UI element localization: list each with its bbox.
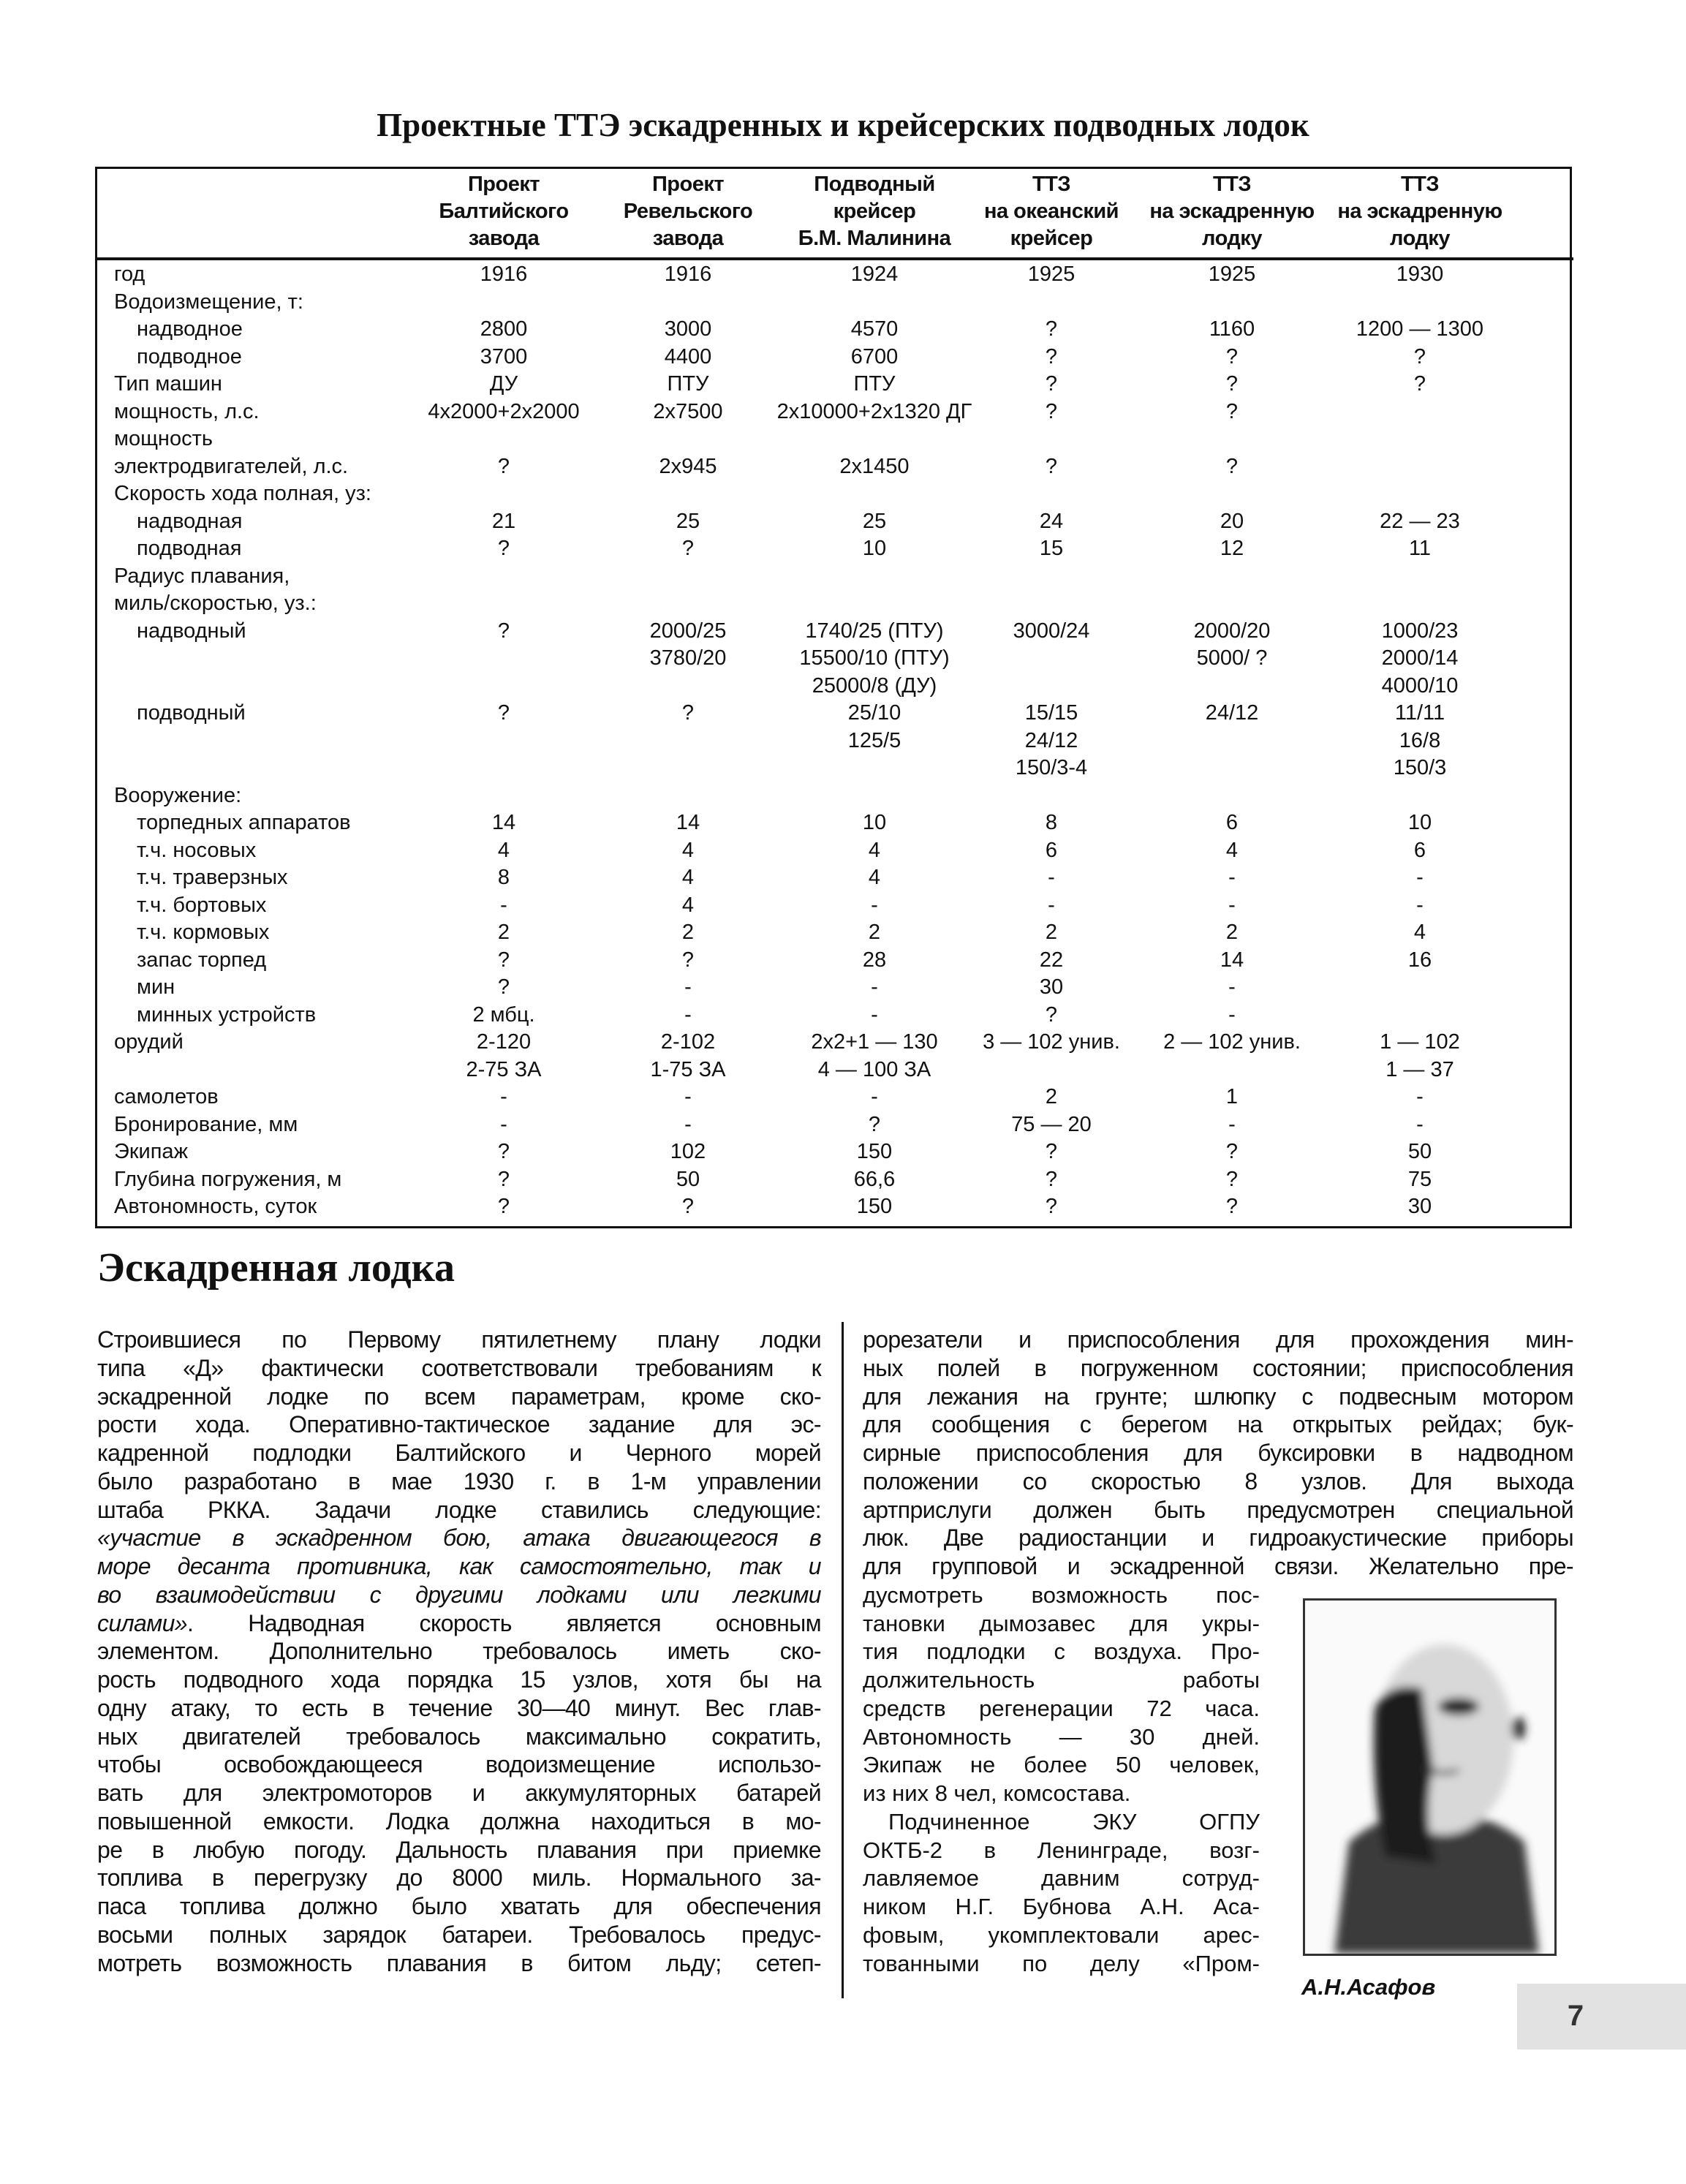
table-row — [0, 618, 1686, 645]
table-cell: 1000/23 — [1381, 619, 1459, 643]
table-cell: ? — [497, 454, 510, 478]
text-line: лавляемое давним сотруд- — [863, 1865, 1260, 1892]
text-line: восьми полных зарядок батареи. Требовалось предус- — [97, 1921, 821, 1948]
table-cell: 4 — [681, 838, 695, 862]
text-line: штаба РККА. Задачи лодке ставились следующие: — [97, 1496, 821, 1523]
row-label: Скорость хода полная, уз: — [114, 482, 371, 505]
quote-text: силами» — [97, 1609, 187, 1636]
text-line: средств регенерации 72 часа. — [863, 1695, 1260, 1721]
table-cell: 50 — [676, 1167, 700, 1191]
text-line: ником Н.Г. Бубнова А.Н. Аса- — [863, 1894, 1260, 1919]
row-label: надводный — [137, 619, 246, 643]
text-line: эскадренной лодке по всем параметрам, кроме ско- — [97, 1383, 821, 1410]
column-header: лодку — [1390, 227, 1450, 250]
table-cell: 1740/25 (ПТУ) — [805, 619, 944, 643]
row-label: орудий — [114, 1030, 184, 1054]
table-row — [0, 1002, 1686, 1029]
table-cell: 6700 — [850, 344, 899, 369]
table-cell: ? — [1045, 344, 1058, 369]
table-cell: 2 — 102 унив. — [1163, 1030, 1301, 1054]
table-cell: 25 — [676, 509, 700, 533]
column-header: завода — [652, 227, 724, 250]
table-cell: 24 — [1039, 509, 1064, 533]
table-cell: - — [684, 1112, 692, 1136]
table-row — [0, 947, 1686, 974]
text-line: для лежания на грунте; шлюпку с подвесным мотором — [863, 1383, 1573, 1410]
table-cell: ? — [1045, 1195, 1058, 1218]
text-line: Подчиненное ЭКУ ОГПУ — [888, 1808, 1260, 1835]
table-cell: 2 — [868, 921, 881, 944]
table-cell: - — [1416, 893, 1424, 917]
table-cell: ? — [497, 619, 510, 643]
table-cell: ? — [1225, 1195, 1239, 1218]
table-cell: 25/10 — [847, 701, 901, 725]
table-cell: 16 — [1407, 948, 1432, 972]
table-cell: ? — [497, 701, 510, 725]
table-cell: - — [500, 1085, 507, 1108]
table-cell: ? — [1225, 1167, 1239, 1191]
table-cell: 150/3-4 — [1015, 756, 1088, 779]
column-header: крейсер — [1010, 227, 1093, 250]
table-cell: - — [500, 1112, 507, 1136]
table-cell: 4 — [681, 893, 695, 917]
text-line: тановки дымозавес для укры- — [863, 1610, 1260, 1636]
table-cell: 1930 — [1396, 262, 1444, 286]
table-cell: 3 — 102 унив. — [983, 1030, 1120, 1054]
text-line: кадренной подлодки Балтийского и Черного морей — [97, 1440, 821, 1466]
column-header: Проект — [467, 173, 540, 196]
table-row — [0, 673, 1686, 700]
photo-caption: А.Н.Асафов — [1301, 1974, 1436, 2000]
row-label: подводная — [137, 537, 242, 560]
table-cell: 1200 — 1300 — [1356, 317, 1484, 341]
table-row — [0, 261, 1686, 288]
row-label: миль/скоростью, уз.: — [114, 592, 317, 615]
table-cell: 2800 — [480, 317, 528, 341]
column-header: завода — [468, 227, 540, 250]
table-row — [0, 316, 1686, 343]
table-row — [0, 1057, 1686, 1084]
table-cell: 5000/ ? — [1196, 646, 1268, 670]
table-cell: ? — [681, 701, 695, 725]
table-row — [0, 453, 1686, 480]
text-line: ных двигателей требовалось максимально сократить, — [97, 1723, 821, 1750]
table-row — [0, 508, 1686, 535]
table-cell: 25 — [862, 509, 887, 533]
table-cell: ? — [1225, 1140, 1239, 1163]
column-header: Подводный — [814, 173, 935, 196]
row-label: минных устройств — [137, 1002, 317, 1027]
row-label: мощность, л.с. — [114, 399, 260, 423]
table-row — [0, 809, 1686, 836]
table-cell: 3000 — [664, 317, 712, 341]
column-header: на эскадренную — [1149, 200, 1315, 223]
table-cell: 4000/10 — [1381, 673, 1459, 698]
column-header: лодку — [1202, 227, 1262, 250]
text-segment: . Надводная скорость является основным — [186, 1609, 821, 1636]
text-line: ОКТБ-2 в Ленинграде, возг- — [863, 1837, 1260, 1863]
table-cell: 1 — 102 — [1380, 1030, 1460, 1054]
table-cell: 4 — [497, 838, 510, 862]
portrait-photo — [1303, 1598, 1557, 1956]
table-cell: ? — [1045, 1002, 1058, 1027]
table-cell: ? — [1045, 399, 1058, 423]
table-cell: 2 — [1225, 921, 1239, 944]
section-heading: Эскадренная лодка — [97, 1245, 455, 1291]
text-line: люк. Две радиостанции и гидроакустические приборы — [863, 1524, 1573, 1552]
table-cell: 1 — 37 — [1386, 1057, 1454, 1081]
table-cell: ? — [681, 537, 695, 560]
table-cell: ? — [497, 1140, 510, 1163]
table-cell: 4 — [681, 866, 695, 889]
table-cell: 4 — [1225, 838, 1239, 862]
table-cell: 4 — [868, 838, 881, 862]
row-label: Экипаж — [114, 1140, 188, 1163]
table-cell: - — [1228, 975, 1236, 999]
row-label: т.ч. кормовых — [137, 921, 270, 944]
table-cell: - — [1228, 1002, 1236, 1027]
row-label: надводное — [137, 317, 243, 341]
table-cell: 15500/10 (ПТУ) — [799, 646, 950, 670]
table-cell: 16/8 — [1399, 728, 1441, 752]
text-line: Экипаж не более 50 человек, — [863, 1752, 1260, 1778]
table-cell: 3000/24 — [1013, 619, 1090, 643]
column-header: крейсер — [833, 200, 916, 223]
table-row — [0, 974, 1686, 1001]
table-cell: 14 — [491, 811, 516, 834]
row-label: мин — [137, 975, 175, 999]
row-label: мощность — [114, 427, 213, 450]
text-line: повышенной емкости. Лодка должна находиться в мо- — [97, 1807, 821, 1835]
table-cell: 1916 — [480, 262, 528, 286]
table-row — [0, 837, 1686, 864]
table-cell: 6 — [1413, 838, 1426, 862]
table-cell: 2 мбц. — [472, 1002, 535, 1027]
table-row — [0, 1166, 1686, 1193]
table-cell: 10 — [1407, 811, 1432, 834]
text-line — [97, 1609, 821, 1638]
table-cell: 1-75 ЗА — [650, 1057, 726, 1081]
table-cell: 30 — [1039, 975, 1064, 999]
table-cell: 2 — [497, 921, 510, 944]
column-header: Проект — [651, 173, 725, 196]
table-cell: - — [1416, 866, 1424, 889]
table-cell: 75 — [1407, 1167, 1432, 1191]
row-label: Вооружение: — [114, 783, 242, 807]
text-line: одну атаку, то есть в течение 30—40 минут. Вес глав- — [97, 1694, 821, 1721]
text-line: для групповой и эскадренной связи. Желательно пре- — [863, 1553, 1573, 1579]
table-cell: ? — [497, 1195, 510, 1218]
table-cell: 6 — [1225, 811, 1239, 834]
table-cell: 1916 — [664, 262, 712, 286]
page-number-box — [1517, 1984, 1686, 2049]
table-row — [0, 700, 1686, 727]
table-cell: - — [1416, 1085, 1424, 1108]
table-row — [0, 289, 1686, 316]
table-cell: - — [684, 975, 692, 999]
table-cell: 2 — [1045, 1085, 1058, 1108]
table-cell: 14 — [1220, 948, 1244, 972]
table-cell: - — [500, 893, 507, 917]
text-line: рорезатели и приспособления для прохождения мин- — [863, 1326, 1573, 1353]
table-cell: 14 — [676, 811, 700, 834]
table-cell: 12 — [1220, 537, 1244, 560]
column-header: ТТЗ — [1400, 173, 1440, 196]
row-label: подводный — [137, 701, 246, 725]
text-line: тованными по делу «Пром- — [863, 1950, 1260, 1976]
row-label: Тип машин — [114, 372, 222, 396]
column-header: Б.М. Малинина — [798, 227, 951, 250]
table-cell: 1924 — [850, 262, 899, 286]
text-line: Строившиеся по Первому пятилетнему плану лодки — [97, 1326, 821, 1353]
table-cell: 10 — [862, 537, 887, 560]
table-cell: ? — [1225, 399, 1239, 423]
table-cell: 50 — [1407, 1140, 1432, 1163]
row-label: электродвигателей, л.с. — [114, 454, 349, 478]
table-cell: 30 — [1407, 1195, 1432, 1218]
text-line: типа «Д» фактически соответствовали требованиям к — [97, 1354, 821, 1381]
text-line: Автономность — 30 дней. — [863, 1723, 1260, 1750]
row-label: т.ч. траверзных — [137, 866, 288, 889]
table-cell: 2-102 — [660, 1030, 716, 1054]
text-line: должительность работы — [863, 1667, 1260, 1693]
text-line: мотреть возможность плавания в битом льду; сетеп- — [97, 1949, 821, 1976]
table-cell: 102 — [670, 1140, 706, 1163]
text-line: рости хода. Оперативно-тактическое задание для эс- — [97, 1411, 821, 1438]
row-label: надводная — [137, 509, 243, 533]
text-line: ре в любую погоду. Дальность плавания при приемке — [97, 1836, 821, 1863]
column-divider — [842, 1322, 844, 1998]
column-header: Ревельского — [623, 200, 753, 223]
text-line: положении со скоростью 8 узлов. Для выхода — [863, 1467, 1573, 1495]
text-line: «участие в эскадренном бою, атака двигающегося в — [97, 1524, 821, 1552]
table-cell: ? — [497, 537, 510, 560]
row-label: Автономность, суток — [114, 1195, 317, 1218]
text-line: рость подводного хода порядка 15 узлов, хотя бы на — [97, 1666, 821, 1693]
table-cell: 11 — [1408, 537, 1432, 560]
table-cell: - — [1228, 1112, 1236, 1136]
table-cell: ? — [1413, 344, 1426, 369]
table-cell: 6 — [1045, 838, 1058, 862]
row-label: Водоизмещение, т: — [114, 290, 303, 314]
row-label: Глубина погружения, м — [114, 1167, 342, 1191]
table-row — [0, 371, 1686, 398]
table-cell: 1160 — [1209, 317, 1255, 341]
text-line: чтобы освобождающееся водоизмещение использо- — [97, 1751, 821, 1778]
table-cell: 2x945 — [659, 454, 717, 478]
table-cell: 2-75 ЗА — [466, 1057, 542, 1081]
table-cell: 20 — [1220, 509, 1244, 533]
table-row — [0, 892, 1686, 919]
table-cell: ? — [1225, 372, 1239, 396]
portrait-image-icon — [1305, 1601, 1554, 1954]
page-number: 7 — [1567, 2000, 1584, 2032]
table-row — [0, 1111, 1686, 1138]
table-cell: 150 — [856, 1140, 893, 1163]
table-cell: 4 — [1413, 921, 1426, 944]
table-cell: ПТУ — [667, 372, 709, 396]
table-cell: - — [1048, 893, 1055, 917]
table-cell: 1925 — [1208, 262, 1256, 286]
column-header: Балтийского — [439, 200, 569, 223]
table-cell: 15 — [1039, 537, 1064, 560]
text-line: паса топлива должно было хватать для обеспечения — [97, 1893, 821, 1919]
column-header: на эскадренную — [1337, 200, 1502, 223]
table-row — [0, 480, 1686, 507]
row-label: т.ч. бортовых — [137, 893, 267, 917]
table-cell: 4 — [868, 866, 881, 889]
table-row — [0, 398, 1686, 426]
table-cell: - — [684, 1085, 692, 1108]
table-cell: 3780/20 — [649, 646, 727, 670]
table-cell: ? — [1045, 454, 1058, 478]
table-header-divider — [95, 257, 1573, 260]
column-header: ТТЗ — [1212, 173, 1252, 196]
row-label: Радиус плавания, — [114, 564, 290, 588]
text-line: для сообщения с берегом на открытых рейдах; бук- — [863, 1411, 1573, 1438]
table-cell: 2-120 — [476, 1030, 532, 1054]
table-row — [0, 426, 1686, 453]
table-cell: ? — [1225, 454, 1239, 478]
table-cell: ? — [1045, 372, 1058, 396]
table-cell: - — [871, 1002, 878, 1027]
table-cell: 150/3 — [1393, 756, 1447, 779]
table-cell: ? — [497, 948, 510, 972]
table-cell: 1925 — [1027, 262, 1076, 286]
row-label: т.ч. носовых — [137, 838, 257, 862]
table-cell: ПТУ — [853, 372, 896, 396]
table-cell: ? — [1045, 1140, 1058, 1163]
table-row — [0, 590, 1686, 617]
table-cell: 2x2+1 — 130 — [811, 1030, 938, 1054]
table-row — [0, 1193, 1686, 1220]
table-cell: 4570 — [850, 317, 899, 341]
table-cell: ? — [868, 1112, 881, 1136]
table-cell: ? — [681, 948, 695, 972]
table-cell: 2000/14 — [1381, 646, 1459, 670]
row-label: подводное — [137, 344, 242, 369]
table-cell: 3700 — [480, 344, 528, 369]
table-row — [0, 728, 1686, 755]
text-line: вать для электромоторов и аккумуляторных батарей — [97, 1780, 821, 1806]
table-cell: ? — [1225, 344, 1239, 369]
table-cell: ? — [497, 975, 510, 999]
row-label: запас торпед — [137, 948, 267, 972]
table-row — [0, 1138, 1686, 1165]
row-label: самолетов — [114, 1085, 219, 1108]
table-cell: 4 — 100 ЗА — [817, 1057, 931, 1081]
table-cell: 8 — [497, 866, 510, 889]
table-cell: - — [684, 1002, 692, 1027]
table-cell: 75 — 20 — [1011, 1112, 1092, 1136]
table-row — [0, 919, 1686, 946]
table-cell: 15/15 — [1024, 701, 1078, 725]
text-line: фовым, укомплектовали арес- — [863, 1922, 1260, 1948]
table-cell: - — [1228, 866, 1236, 889]
row-label: торпедных аппаратов — [137, 811, 351, 834]
text-line: было разработано в мае 1930 г. в 1-м управлении — [97, 1467, 821, 1495]
text-line: ных полей в погруженном состоянии; приспособления — [863, 1354, 1573, 1381]
table-cell: ? — [1045, 317, 1058, 341]
table-cell: - — [1048, 866, 1055, 889]
table-cell: 21 — [491, 509, 516, 533]
table-cell: 24/12 — [1024, 728, 1078, 752]
table-cell: 2000/20 — [1193, 619, 1271, 643]
table-cell: ДУ — [489, 372, 518, 396]
table-cell: - — [1228, 893, 1236, 917]
table-cell: - — [871, 893, 878, 917]
table-cell: 2000/25 — [649, 619, 727, 643]
table-cell: - — [871, 975, 878, 999]
text-line: тия подлодки с воздуха. Про- — [863, 1639, 1260, 1665]
text-line: море десанта противника, как самостоятельно, так и — [97, 1553, 821, 1579]
table-cell: 28 — [862, 948, 887, 972]
table-row — [0, 1084, 1686, 1111]
table-cell: 2x10000+2x1320 ДГ — [776, 399, 972, 423]
text-line: во взаимодействии с другими лодками или легкими — [97, 1581, 821, 1608]
row-label: год — [114, 262, 145, 286]
text-line: из них 8 чел, комсостава. — [863, 1780, 1131, 1806]
table-cell: 66,6 — [853, 1167, 896, 1191]
table-row — [0, 1029, 1686, 1056]
table-title: Проектные ТТЭ эскадренных и крейсерских подводных лодок — [377, 107, 1309, 143]
table-cell: 11/11 — [1394, 701, 1445, 725]
table-row — [0, 535, 1686, 562]
text-line: топлива в перегрузку до 8000 миль. Нормального за- — [97, 1864, 821, 1892]
table-cell: - — [871, 1085, 878, 1108]
text-line: элементом. Дополнительно требовалось иметь ско- — [97, 1638, 821, 1665]
table-cell: 2x1450 — [839, 454, 910, 478]
table-cell: 125/5 — [847, 728, 901, 752]
table-row — [0, 563, 1686, 590]
text-line: артприслуги должен быть предусмотрен специальной — [863, 1496, 1573, 1523]
table-cell: 22 — 23 — [1380, 509, 1460, 533]
table-row — [0, 645, 1686, 672]
table-cell: 2 — [681, 921, 695, 944]
table-cell: ? — [497, 1167, 510, 1191]
table-row — [0, 864, 1686, 891]
row-label: Бронирование, мм — [114, 1112, 298, 1136]
table-row — [0, 782, 1686, 809]
table-cell: 22 — [1039, 948, 1064, 972]
table-cell: 10 — [862, 811, 887, 834]
table-cell: - — [1416, 1112, 1424, 1136]
table-cell: ? — [1045, 1167, 1058, 1191]
table-cell: 2x7500 — [653, 399, 723, 423]
table-row — [0, 344, 1686, 371]
text-line: дусмотреть возможность пос- — [863, 1582, 1260, 1608]
table-cell: 150 — [856, 1195, 893, 1218]
column-header: ТТЗ — [1032, 173, 1071, 196]
table-cell: 4x2000+2x2000 — [428, 399, 580, 423]
table-cell: 1 — [1225, 1085, 1239, 1108]
column-header: на океанский — [983, 200, 1119, 223]
table-cell: 25000/8 (ДУ) — [812, 673, 937, 698]
table-cell: 24/12 — [1205, 701, 1259, 725]
table-cell: ? — [1413, 372, 1426, 396]
table-cell: ? — [681, 1195, 695, 1218]
table-cell: 8 — [1045, 811, 1058, 834]
table-cell: 2 — [1045, 921, 1058, 944]
text-line: сирные приспособления для буксировки в надводном — [863, 1440, 1573, 1466]
table-cell: 4400 — [664, 344, 712, 369]
table-row — [0, 755, 1686, 782]
